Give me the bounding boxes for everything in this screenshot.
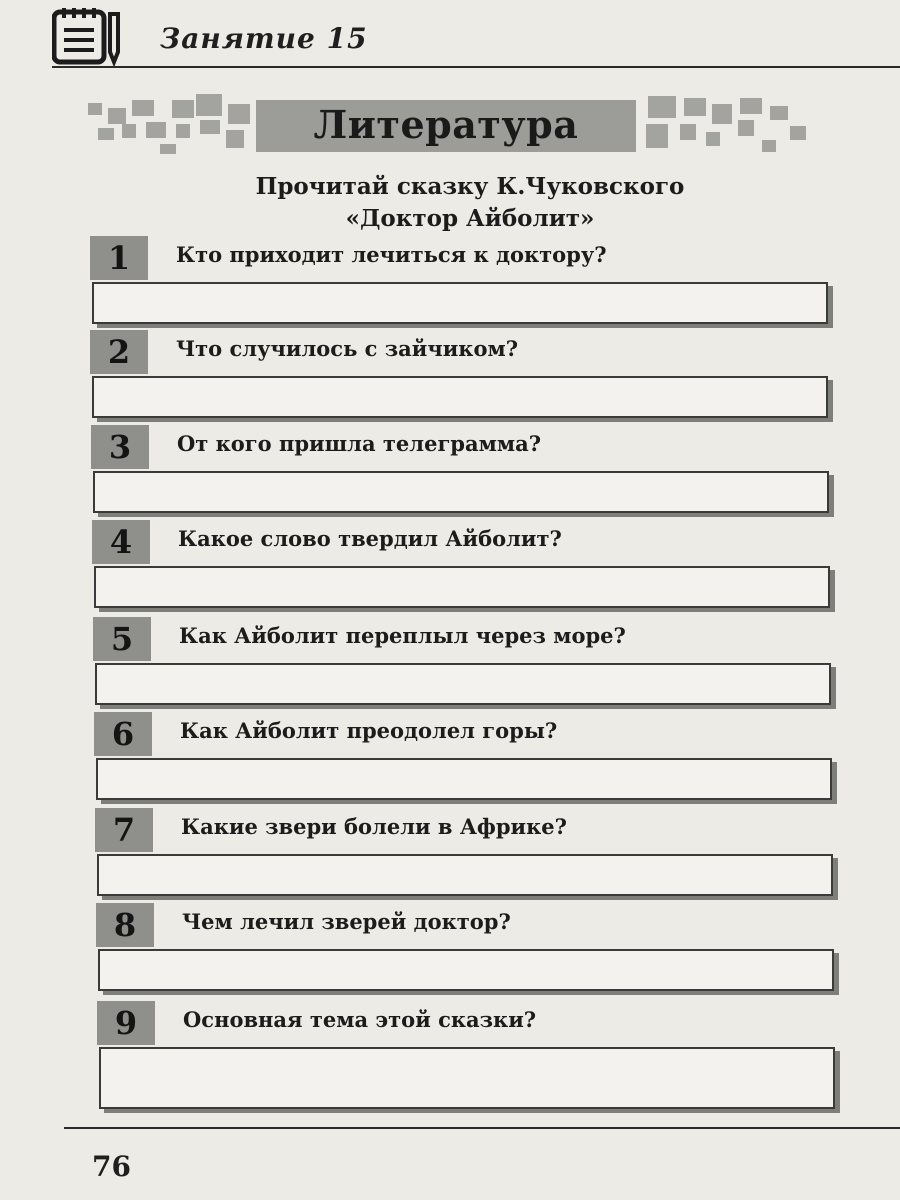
question-8 xyxy=(96,903,846,993)
instruction-line-1: Прочитай сказку К.Чуковского xyxy=(255,173,685,200)
answer-field[interactable] xyxy=(95,663,831,705)
answer-field[interactable] xyxy=(92,376,828,418)
subject-title: Литература xyxy=(313,102,579,147)
answer-field[interactable] xyxy=(94,566,830,608)
question-number: 8 xyxy=(96,903,154,947)
question-9 xyxy=(97,1001,847,1111)
question-1 xyxy=(90,236,840,326)
question-text: Основная тема этой сказки? xyxy=(183,1007,537,1032)
question-text: Как Айболит переплыл через море? xyxy=(179,623,626,648)
question-number: 3 xyxy=(91,425,149,469)
question-2 xyxy=(90,330,840,420)
header-divider xyxy=(52,66,900,68)
answer-field[interactable] xyxy=(99,1047,835,1109)
question-text: Какое слово твердил Айболит? xyxy=(178,526,562,551)
answer-field[interactable] xyxy=(97,854,833,896)
notebook-pencil-icon xyxy=(52,6,124,66)
question-number: 6 xyxy=(94,712,152,756)
question-5 xyxy=(93,617,843,707)
instruction-line-2: «Доктор Айболит» xyxy=(345,205,595,232)
question-text: Кто приходит лечиться к доктору? xyxy=(176,242,607,267)
question-number: 2 xyxy=(90,330,148,374)
question-number: 4 xyxy=(92,520,150,564)
answer-field[interactable] xyxy=(93,471,829,513)
lesson-title: Занятие 15 xyxy=(160,22,368,55)
question-number: 1 xyxy=(90,236,148,280)
question-number: 7 xyxy=(95,808,153,852)
page-number: 76 xyxy=(92,1150,131,1183)
question-4 xyxy=(92,520,842,610)
question-text: Что случилось с зайчиком? xyxy=(176,336,518,361)
question-7 xyxy=(95,808,845,898)
question-6 xyxy=(94,712,844,802)
question-text: От кого пришла телеграмма? xyxy=(177,431,541,456)
answer-field[interactable] xyxy=(92,282,828,324)
question-3 xyxy=(91,425,841,515)
answer-field[interactable] xyxy=(98,949,834,991)
answer-field[interactable] xyxy=(96,758,832,800)
question-text: Какие звери болели в Африке? xyxy=(181,814,567,839)
question-text: Как Айболит преодолел горы? xyxy=(180,718,558,743)
question-text: Чем лечил зверей доктор? xyxy=(182,909,511,934)
footer-divider xyxy=(64,1127,900,1129)
question-number: 5 xyxy=(93,617,151,661)
question-number: 9 xyxy=(97,1001,155,1045)
